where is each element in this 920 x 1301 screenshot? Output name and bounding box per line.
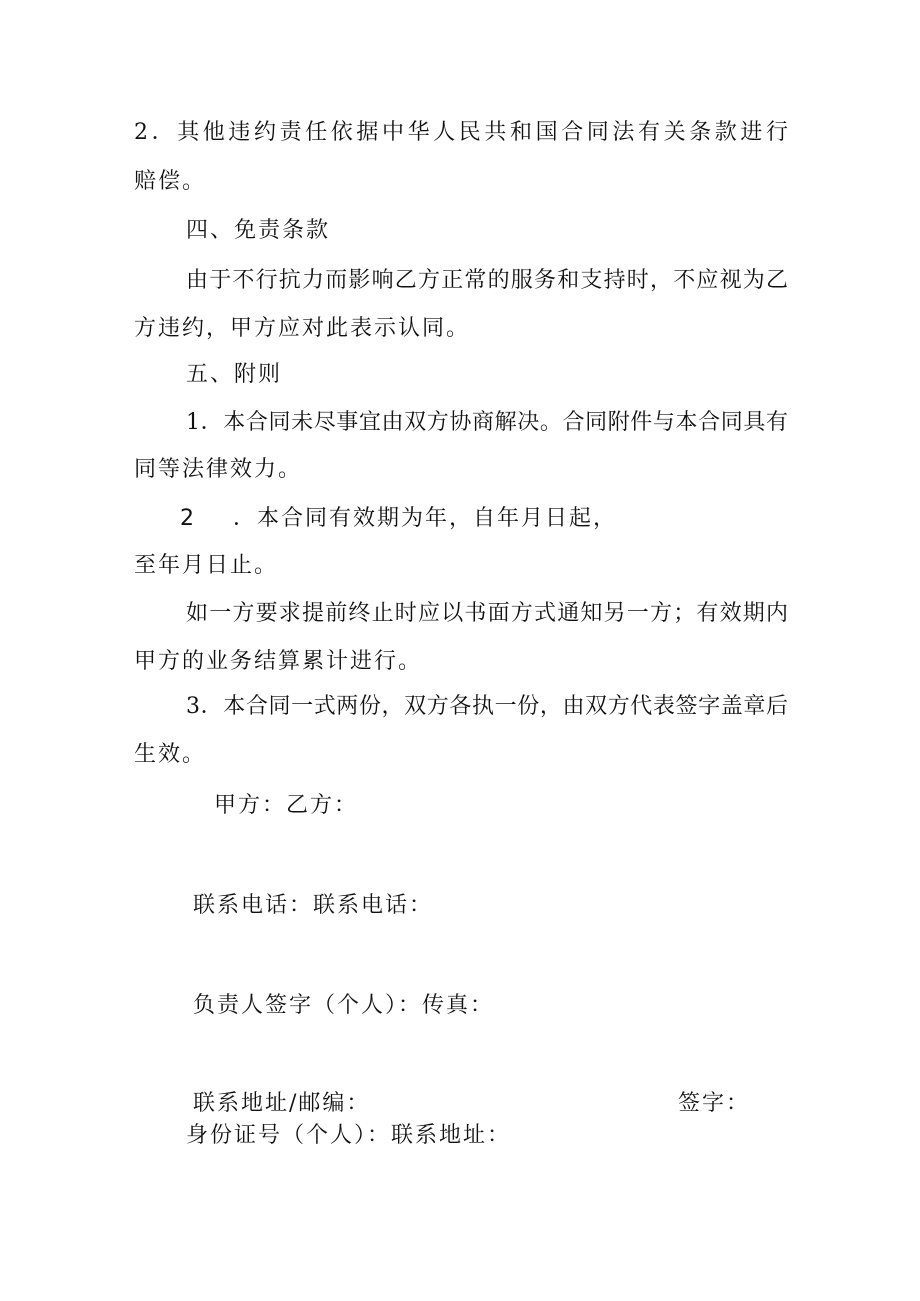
clause-3-2-line-1: 2．其他违约责任依据中华人民共和国合同法有关条款进行 bbox=[134, 120, 788, 145]
signature-parties: 甲方：乙方： bbox=[214, 793, 359, 818]
appendix-clause-2-line-1: ．本合同有效期为年，自年月日起， bbox=[233, 506, 618, 531]
signature-sign-label: 签字： bbox=[678, 1091, 751, 1116]
section-heading-appendix: 五、附则 bbox=[186, 362, 283, 387]
signature-address-zip: 联系地址/邮编： bbox=[193, 1091, 371, 1116]
appendix-clause-2-number: 2 bbox=[180, 506, 196, 531]
exemption-line-2: 方违约，甲方应对此表示认同。 bbox=[134, 316, 471, 341]
clause-3-2-line-2: 赔偿。 bbox=[134, 169, 207, 194]
signature-signer-fax: 负责人签字（个人）：传真： bbox=[193, 993, 495, 1018]
appendix-clause-1-line-1: 1．本合同未尽事宜由双方协商解决。合同附件与本合同具有 bbox=[186, 410, 788, 435]
appendix-clause-3-line-2: 生效。 bbox=[134, 742, 207, 767]
appendix-clause-2-line-2: 至年月日止。 bbox=[134, 553, 279, 578]
signature-phone: 联系电话：联系电话： bbox=[193, 893, 434, 918]
termination-line-2: 甲方的业务结算累计进行。 bbox=[134, 649, 423, 674]
exemption-line-1: 由于不行抗力而影响乙方正常的服务和支持时，不应视为乙 bbox=[186, 268, 788, 293]
appendix-clause-3-line-1: 3．本合同一式两份，双方各执一份，由双方代表签字盖章后 bbox=[186, 694, 788, 719]
appendix-clause-1-line-2: 同等法律效力。 bbox=[134, 457, 303, 482]
signature-id-address: 身份证号（个人）：联系地址： bbox=[186, 1123, 512, 1148]
termination-line-1: 如一方要求提前终止时应以书面方式通知另一方；有效期内 bbox=[186, 601, 788, 626]
section-heading-exemption: 四、免责条款 bbox=[186, 218, 331, 243]
